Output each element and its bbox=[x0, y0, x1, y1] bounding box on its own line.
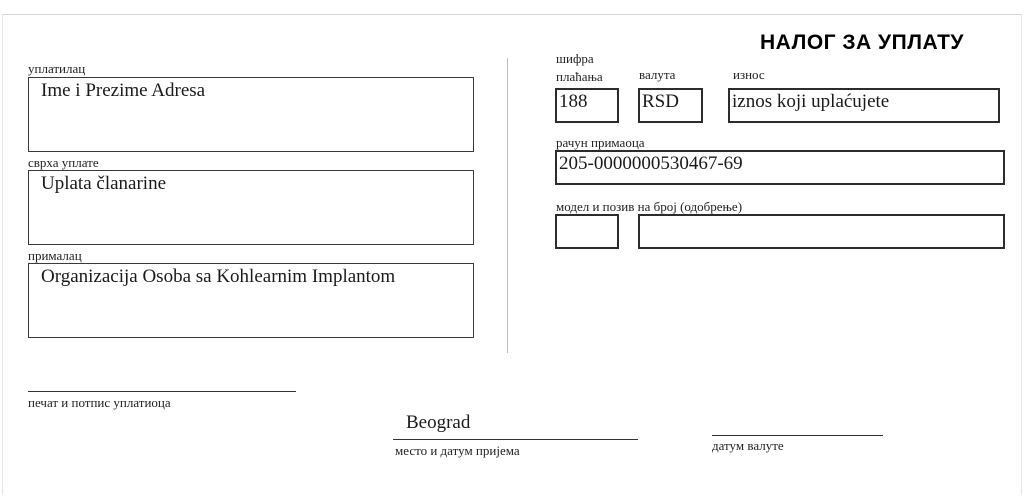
payment-code-label-line2: плаћања bbox=[556, 69, 603, 84]
recipient-account-field[interactable] bbox=[555, 150, 1005, 185]
purpose-field[interactable] bbox=[28, 170, 474, 245]
purpose-label: сврха уплате bbox=[28, 155, 99, 170]
amount-value: iznos koji uplaćujete bbox=[732, 91, 890, 112]
model-reference-label: модел и позив на број (одобрење) bbox=[556, 199, 743, 214]
recipient-value: Organizacija Osoba sa Kohlearnim Implantom bbox=[41, 266, 396, 287]
payment-code-value: 188 bbox=[559, 91, 588, 112]
currency-date-label: датум валуте bbox=[712, 438, 784, 453]
recipient-account-value: 205-0000000530467-69 bbox=[559, 153, 743, 174]
model-field[interactable] bbox=[555, 214, 619, 249]
currency-label: валута bbox=[639, 67, 676, 82]
column-divider bbox=[507, 58, 508, 353]
purpose-value: Uplata članarine bbox=[41, 173, 167, 194]
payment-code-field[interactable] bbox=[555, 88, 619, 123]
amount-field[interactable] bbox=[728, 88, 1000, 123]
currency-value: RSD bbox=[642, 91, 679, 112]
payer-label: уплатилац bbox=[28, 61, 86, 76]
recipient-label: прималац bbox=[28, 248, 82, 263]
signature-line bbox=[28, 391, 296, 392]
recipient-field[interactable] bbox=[28, 263, 474, 338]
place-date-line bbox=[393, 439, 638, 440]
place-value[interactable]: Beograd bbox=[406, 412, 471, 433]
currency-field[interactable] bbox=[638, 88, 703, 123]
payer-value: Ime i Prezime Adresa bbox=[41, 80, 206, 101]
form-title: НАЛОГ ЗА УПЛАТУ bbox=[760, 31, 964, 54]
payment-code-label-line1: шифра bbox=[556, 51, 594, 66]
payer-field[interactable] bbox=[28, 77, 474, 152]
amount-label: износ bbox=[733, 67, 765, 82]
reference-number-field[interactable] bbox=[638, 214, 1005, 249]
signature-label: печат и потпис уплатиоца bbox=[28, 395, 171, 410]
currency-date-line bbox=[712, 435, 883, 436]
place-date-label: место и датум пријема bbox=[395, 443, 520, 458]
recipient-account-label: рачун примаоца bbox=[556, 135, 645, 150]
